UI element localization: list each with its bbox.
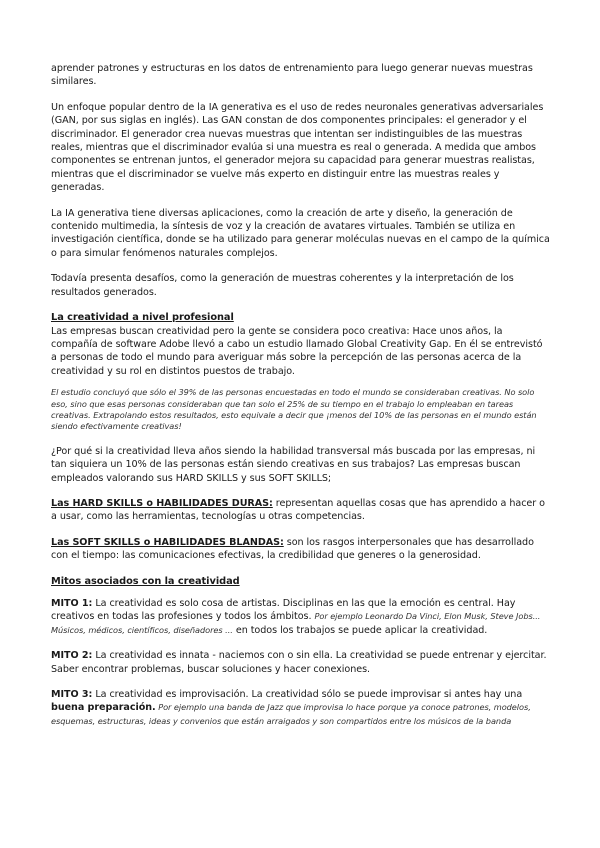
myth-3-emphasis: buena preparación. (51, 702, 156, 714)
section-heading-myths: Mitos asociados con la creatividad (51, 575, 240, 587)
paragraph-skills-question: ¿Por qué si la creatividad lleva años siendo la habilidad transversal más buscada por las empresas, ni tan siquiera un 10% de las personas están siendo creativas en sus trabajos? Las empresas buscan empleados valorando sus HARD SKILLS y sus SOFT SKILLS; (51, 445, 536, 484)
hard-skills-paragraph (51, 497, 551, 524)
document-page (51, 62, 551, 728)
study-quote: El estudio concluyó que sólo el 39% de las personas encuestadas en todo el mundo se consideraban creativas. No solo eso, sino que esas personas consideraban que tan solo el 25% de su tiempo en el trabajo lo empleaban en tareas creativas. Extrapolando estos resultados, esto equivale a decir que ¡menos del 10% de las personas en el mundo están siendo efectivamente creativas! (51, 387, 537, 432)
myth-1-text: La creatividad es solo cosa de artistas. Disciplinas en las que la emoción es central. Hay creativos en todas las profesiones y todos los ámbitos. (51, 598, 516, 623)
paragraph-gan: Un enfoque popular dentro de la IA generativa es el uso de redes neuronales generativas adversariales (GAN, por sus siglas en inglés). Las GAN constan de dos componentes principales: el generador y el discriminador. El generador crea nuevas muestras que intentan ser indistinguibles de las muestras reales, mientras que el discriminador evalúa si una muestra es real o generada. A medida que ambos componentes se entrenan juntos, el generador mejora su capacidad para generar muestras realistas, mientras que el discriminador se vuelve más experto en distinguir entre las muestras reales y generadas. (51, 101, 544, 194)
paragraph-gan-intro: aprender patrones y estructuras en los datos de entrenamiento para luego generar nuevas muestras similares. (51, 63, 533, 88)
soft-skills-label: Las SOFT SKILLS o HABILIDADES BLANDAS: (51, 536, 284, 548)
paragraph-applications: La IA generativa tiene diversas aplicaciones, como la creación de arte y diseño, la generación de contenido multimedia, la síntesis de voz y la creación de avatares virtuales. También se utiliza en investigación científica, donde se ha utilizado para generar moléculas nuevas en el campo de la química o para simular fenómenos naturales complejos. (51, 207, 550, 259)
hard-skills-text: representan aquellas cosas que has aprendido a hacer o a usar, como las herramientas, tecnologías u otras competencias. (51, 497, 545, 523)
myth-1-paragraph (51, 597, 551, 637)
myth-2-label: MITO 2: (51, 650, 93, 662)
myth-2-paragraph (51, 649, 551, 676)
myth-1-label: MITO 1: (51, 598, 93, 609)
myth-3-example: Por ejemplo una banda de Jazz que improvisa lo hace porque ya conoce patrones, modelos, esquemas, estructuras, ideas y convenios que están arraigados y son compartidos entre los músicos de la banda (51, 702, 531, 726)
hard-skills-label: Las HARD SKILLS o HABILIDADES DURAS: (51, 497, 273, 509)
myth-2-text: La creatividad es innata - naciemos con o sin ella. La creatividad se puede entrenar y ejercitar. Saber encontrar problemas, buscar soluciones y hacer conexiones. (51, 650, 547, 675)
soft-skills-paragraph (51, 536, 551, 563)
paragraph-adobe-study: Las empresas buscan creatividad pero la gente se considera poco creativa: Hace unos años, la compañía de software Adobe llevó a cabo un estudio llamado Global Creativity Gap. En él se entrevistó a personas de todo el mundo para averiguar más sobre la percepción de las personas acerca de la creatividad y su rol en distintos puestos de trabajo. (51, 325, 543, 377)
myth-3-paragraph (51, 688, 551, 728)
myth-3-label: MITO 3: (51, 689, 93, 701)
paragraph-challenges: Todavía presenta desafíos, como la generación de muestras coherentes y la interpretación de los resultados generados. (51, 273, 514, 298)
myth-1-conclusion: en todos los trabajos se puede aplicar la creatividad. (232, 624, 488, 636)
section-heading-creativity-professional: La creatividad a nivel profesional (51, 312, 234, 324)
myth-1-example: Por ejemplo Leonardo Da Vinci, Elon Musk, Steve Jobs... Músicos, médicos, científicos, diseñadores ... (51, 611, 541, 635)
soft-skills-text: son los rasgos interpersonales que has desarrollado con el tiempo: las comunicaciones efectivas, la credibilidad que generes o la generosidad. (51, 536, 534, 562)
myth-3-text: La creatividad es improvisación. La creatividad sólo se puede improvisar si antes hay una (92, 689, 523, 701)
